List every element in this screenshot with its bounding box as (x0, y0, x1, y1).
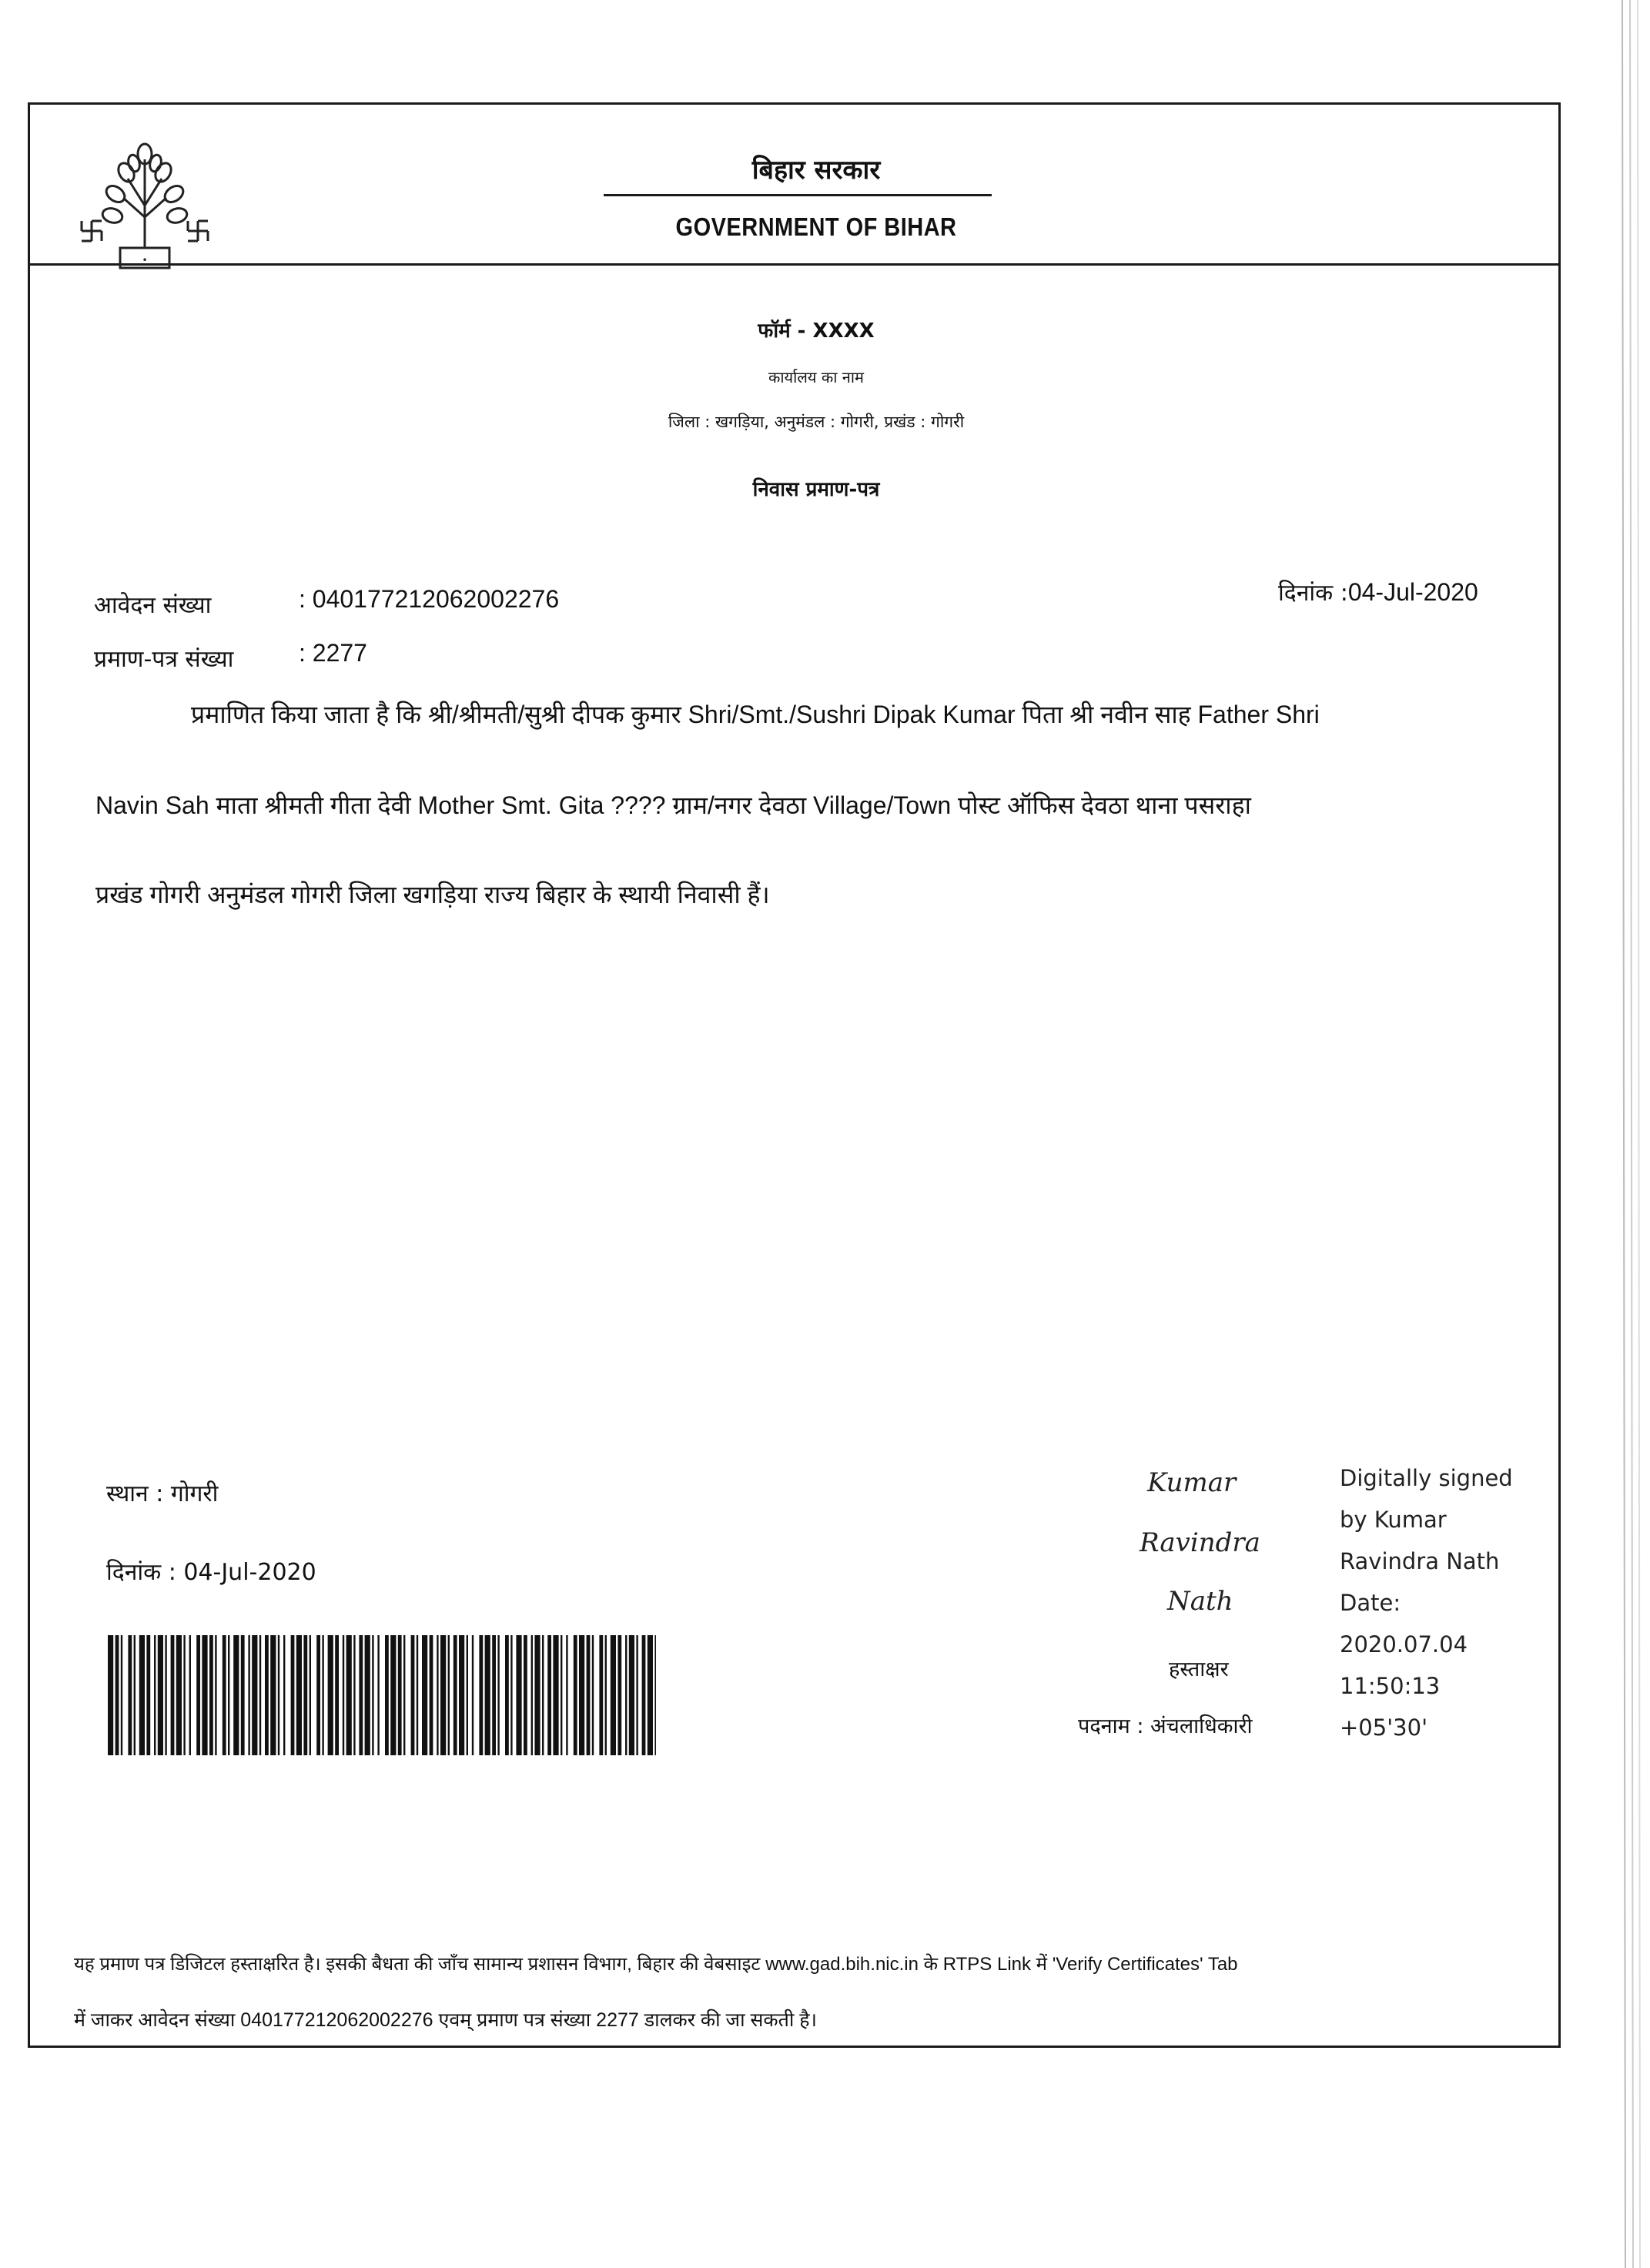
barcode-bar (510, 1635, 512, 1755)
barcode-bar (403, 1635, 405, 1755)
office-name: कार्यालय का नाम (768, 368, 864, 386)
barcode-bar (223, 1635, 226, 1755)
barcode-bar (202, 1635, 207, 1755)
barcode-bar (365, 1635, 370, 1755)
barcode-bar (654, 1635, 656, 1755)
barcode-bar (108, 1635, 113, 1755)
barcode-bar (587, 1635, 591, 1755)
barcode-bar (479, 1635, 483, 1755)
signature-name-line-1: Kumar (1147, 1467, 1237, 1498)
digital-signature-line: Digitally signed (1340, 1465, 1513, 1491)
barcode-bar (390, 1635, 396, 1755)
barcode-bar (485, 1635, 490, 1755)
form-number: फॉर्म - XXXX (758, 319, 875, 343)
barcode-bar (343, 1635, 344, 1755)
issue-date-value: 04-Jul-2020 (1347, 578, 1478, 606)
barcode-bar (134, 1635, 136, 1755)
barcode-bar (629, 1635, 634, 1755)
barcode-bar (534, 1635, 540, 1755)
barcode-bar (228, 1635, 229, 1755)
barcode-bar (467, 1635, 468, 1755)
barcode-bar (278, 1635, 279, 1755)
barcode-bar (611, 1635, 616, 1755)
barcode-bar (259, 1635, 261, 1755)
title-underline (604, 194, 992, 196)
body-line-1: प्रमाणित किया जाता है कि श्री/श्रीमती/सुश्री दीपक कुमार Shri/Smt./Sushri Dipak Kumar पिता श्री नवीन साह Father Shri (191, 701, 1320, 728)
body-line-2: Navin Sah माता श्रीमती गीता देवी Mother Smt. Gita ???? ग्राम/नगर देवठा Village/Town पोस्ट ऑफिस देवठा थाना पसराहा (95, 791, 1251, 819)
barcode-bar (599, 1635, 603, 1755)
barcode-bar (359, 1635, 363, 1755)
barcode-bar (241, 1635, 245, 1755)
barcode-bar (617, 1635, 621, 1755)
digital-signature-line: Ravindra Nath (1340, 1548, 1500, 1574)
certificate-number-label: प्रमाण-पत्र संख्या (94, 646, 234, 673)
barcode-bar (296, 1635, 302, 1755)
barcode-bar (566, 1635, 567, 1755)
barcode-bar (553, 1635, 558, 1755)
digital-signature-line: +05'30' (1340, 1714, 1428, 1741)
barcode-bar (372, 1635, 373, 1755)
barcode (108, 1635, 656, 1755)
barcode-bar (316, 1635, 320, 1755)
barcode-bar (636, 1635, 638, 1755)
barcode-bar (579, 1635, 584, 1755)
digital-signature-line: Date: (1340, 1590, 1401, 1616)
barcode-bar (265, 1635, 269, 1755)
signature-name-line-2: Ravindra (1140, 1527, 1260, 1558)
barcode-bar (472, 1635, 474, 1755)
barcode-bar (189, 1635, 191, 1755)
barcode-bar (524, 1635, 527, 1755)
government-title-hindi: बिहार सरकार (751, 155, 881, 186)
page-edge (1619, 0, 1650, 2268)
barcode-bar (128, 1635, 132, 1755)
barcode-bar (411, 1635, 415, 1755)
barcode-bar (642, 1635, 646, 1755)
barcode-bar (171, 1635, 175, 1755)
barcode-bar (353, 1635, 355, 1755)
barcode-bar (183, 1635, 185, 1755)
barcode-bar (209, 1635, 213, 1755)
barcode-bar (422, 1635, 427, 1755)
barcode-bar (335, 1635, 339, 1755)
bihar-bodhi-tree-emblem-icon (69, 132, 220, 273)
barcode-bar (592, 1635, 594, 1755)
certificate-title: निवास प्रमाण-पत्र (752, 478, 880, 501)
barcode-bar (574, 1635, 577, 1755)
application-number-label: आवेदन संख्या (94, 592, 212, 619)
place-label: स्थान : गोगरी (106, 1480, 219, 1507)
barcode-bar (233, 1635, 239, 1755)
barcode-bar (346, 1635, 352, 1755)
barcode-bar (605, 1635, 607, 1755)
digital-signature-line: 11:50:13 (1340, 1673, 1441, 1699)
barcode-bar (146, 1635, 150, 1755)
place-date: दिनांक : 04-Jul-2020 (106, 1559, 316, 1586)
signature-label: हस्ताक्षर (1169, 1658, 1229, 1681)
digital-signature-line: by Kumar (1340, 1507, 1447, 1533)
body-line-3: प्रखंड गोगरी अनुमंडल गोगरी जिला खगड़िया राज्य बिहार के स्थायी निवासी हैं। (95, 881, 770, 908)
barcode-bar (310, 1635, 311, 1755)
barcode-bar (625, 1635, 627, 1755)
barcode-bar (158, 1635, 163, 1755)
barcode-bar (505, 1635, 509, 1755)
barcode-bar (531, 1635, 533, 1755)
barcode-bar (398, 1635, 402, 1755)
barcode-bar (417, 1635, 418, 1755)
barcode-bar (215, 1635, 216, 1755)
certificate-number-value: : 2277 (299, 639, 367, 667)
barcode-bar (385, 1635, 389, 1755)
barcode-bar (165, 1635, 166, 1755)
barcode-bar (252, 1635, 257, 1755)
district-line: जिला : खगड़िया, अनुमंडल : गोगरी, प्रखंड : गोगरी (668, 413, 965, 431)
certificate-frame (28, 102, 1561, 2048)
barcode-bar (154, 1635, 156, 1755)
barcode-bar (176, 1635, 182, 1755)
barcode-bar (561, 1635, 562, 1755)
barcode-bar (440, 1635, 446, 1755)
digital-signature-block (1340, 1457, 1513, 1748)
barcode-bar (437, 1635, 438, 1755)
barcode-bar (453, 1635, 457, 1755)
barcode-bar (542, 1635, 544, 1755)
header-divider (30, 263, 1558, 266)
barcode-bar (248, 1635, 249, 1755)
barcode-bar (516, 1635, 521, 1755)
application-number-value: : 040177212062002276 (299, 585, 560, 613)
barcode-bar (322, 1635, 323, 1755)
barcode-bar (328, 1635, 333, 1755)
barcode-bar (547, 1635, 551, 1755)
barcode-bar (377, 1635, 379, 1755)
government-title-english: GOVERNMENT OF BIHAR (675, 212, 957, 241)
barcode-bar (448, 1635, 450, 1755)
barcode-bar (196, 1635, 200, 1755)
barcode-bar (492, 1635, 496, 1755)
barcode-bar (430, 1635, 433, 1755)
designation: पदनाम : अंचलाधिकारी (1078, 1714, 1253, 1738)
signature-name-line-3: Nath (1167, 1586, 1233, 1617)
barcode-bar (497, 1635, 499, 1755)
barcode-bar (139, 1635, 145, 1755)
barcode-bar (283, 1635, 285, 1755)
barcode-bar (303, 1635, 307, 1755)
footer-line-2: में जाकर आवेदन संख्या 040177212062002276 एवम् प्रमाण पत्र संख्या 2277 डालकर की जा सकती है। (74, 2009, 818, 2031)
barcode-bar (121, 1635, 122, 1755)
svg-text:•: • (142, 255, 148, 266)
barcode-bar (291, 1635, 295, 1755)
digital-signature-line: 2020.07.04 (1340, 1631, 1468, 1658)
issue-date-label: दिनांक : (1278, 580, 1348, 607)
barcode-bar (648, 1635, 653, 1755)
barcode-bar (459, 1635, 464, 1755)
barcode-bar (115, 1635, 119, 1755)
footer-line-1: यह प्रमाण पत्र डिजिटल हस्ताक्षरित है। इसकी बैधता की जाँच सामान्य प्रशासन विभाग, बिहार की वेबसाइट www.gad.bih.nic.in के RTPS Link में 'Verify Certificates' Tab (74, 1954, 1238, 1975)
barcode-bar (270, 1635, 276, 1755)
issue-date (1278, 576, 1478, 607)
